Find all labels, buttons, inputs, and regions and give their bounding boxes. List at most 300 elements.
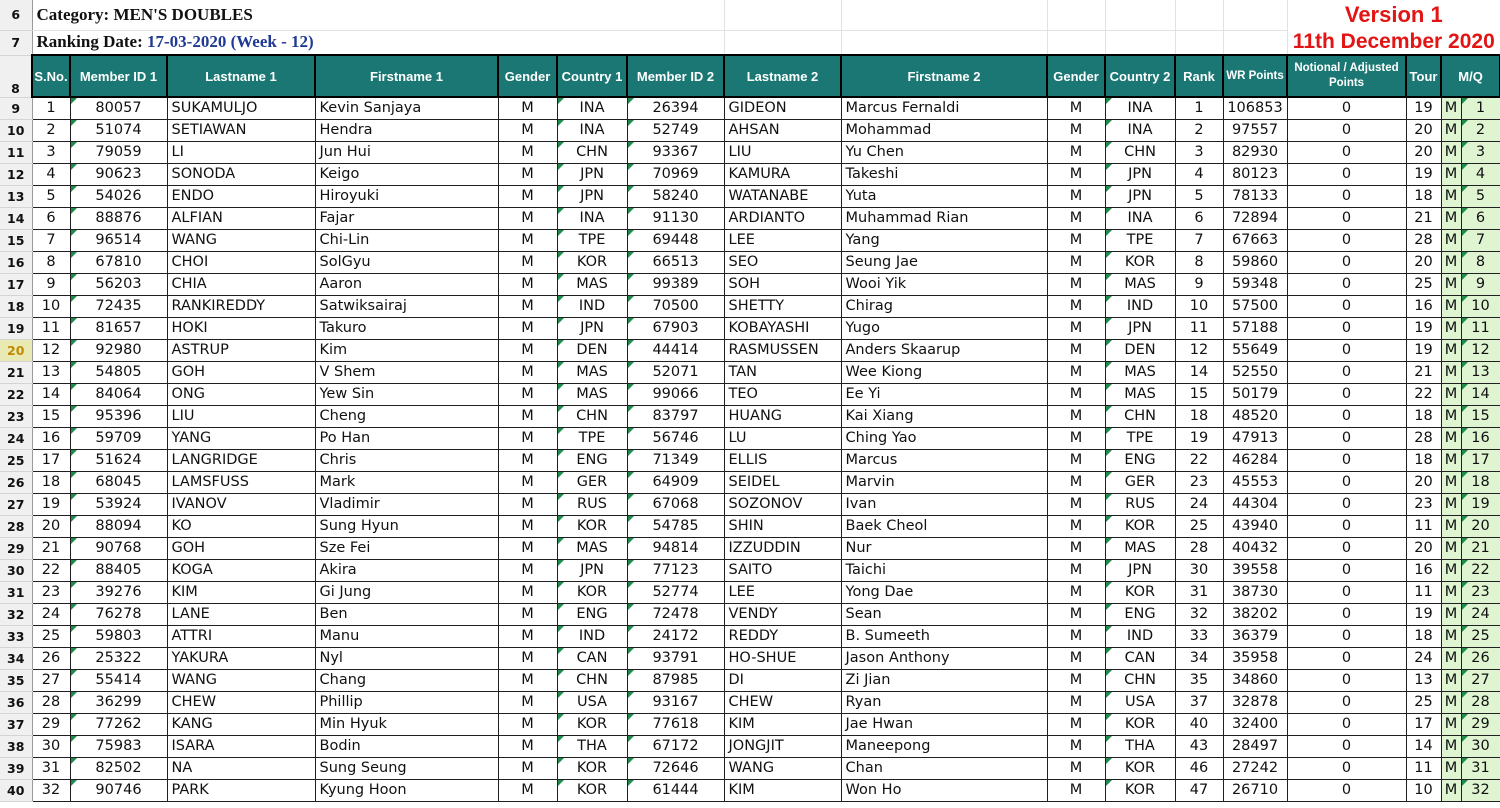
rank-cell[interactable]: 24 bbox=[1175, 494, 1223, 516]
member-id-2-cell[interactable]: 26394 bbox=[627, 97, 724, 120]
lastname-1-cell[interactable]: LI bbox=[167, 142, 315, 164]
member-id-1-cell[interactable]: 84064 bbox=[70, 384, 167, 406]
country-1-cell[interactable]: GER bbox=[557, 472, 627, 494]
row-header[interactable]: 33 bbox=[0, 626, 32, 648]
firstname-2-cell[interactable]: Zi Jian bbox=[841, 670, 1047, 692]
lastname-2-cell[interactable]: REDDY bbox=[724, 626, 841, 648]
country-1-cell[interactable]: KOR bbox=[557, 252, 627, 274]
sno-cell[interactable]: 6 bbox=[32, 208, 70, 230]
notional-points-cell[interactable]: 0 bbox=[1287, 670, 1406, 692]
firstname-2-cell[interactable]: Ching Yao bbox=[841, 428, 1047, 450]
mq-number-cell[interactable]: 15 bbox=[1461, 406, 1500, 428]
member-id-2-cell[interactable]: 91130 bbox=[627, 208, 724, 230]
lastname-1-cell[interactable]: LANGRIDGE bbox=[167, 450, 315, 472]
country-2-cell[interactable]: CAN bbox=[1105, 648, 1175, 670]
col-header-gender-1[interactable]: Gender bbox=[498, 55, 557, 97]
firstname-1-cell[interactable]: Po Han bbox=[315, 428, 498, 450]
firstname-1-cell[interactable]: Kevin Sanjaya bbox=[315, 97, 498, 120]
sno-cell[interactable]: 4 bbox=[32, 164, 70, 186]
sno-cell[interactable]: 23 bbox=[32, 582, 70, 604]
notional-points-cell[interactable]: 0 bbox=[1287, 340, 1406, 362]
firstname-2-cell[interactable]: Yong Dae bbox=[841, 582, 1047, 604]
lastname-1-cell[interactable]: ALFIAN bbox=[167, 208, 315, 230]
country-2-cell[interactable]: ENG bbox=[1105, 604, 1175, 626]
firstname-2-cell[interactable]: Wooi Yik bbox=[841, 274, 1047, 296]
row-header[interactable]: 7 bbox=[0, 30, 32, 55]
member-id-2-cell[interactable]: 72646 bbox=[627, 758, 724, 780]
lastname-1-cell[interactable]: SUKAMULJO bbox=[167, 97, 315, 120]
lastname-2-cell[interactable]: VENDY bbox=[724, 604, 841, 626]
row-header[interactable]: 25 bbox=[0, 450, 32, 472]
firstname-1-cell[interactable]: Bodin bbox=[315, 736, 498, 758]
notional-points-cell[interactable]: 0 bbox=[1287, 692, 1406, 714]
lastname-2-cell[interactable]: TAN bbox=[724, 362, 841, 384]
member-id-2-cell[interactable]: 94814 bbox=[627, 538, 724, 560]
tour-cell[interactable]: 11 bbox=[1406, 516, 1441, 538]
firstname-1-cell[interactable]: Takuro bbox=[315, 318, 498, 340]
firstname-2-cell[interactable]: Marvin bbox=[841, 472, 1047, 494]
firstname-2-cell[interactable]: Maneepong bbox=[841, 736, 1047, 758]
col-header-notional-points[interactable]: Notional / Adjusted Points bbox=[1287, 55, 1406, 97]
gender-1-cell[interactable]: M bbox=[498, 120, 557, 142]
lastname-1-cell[interactable]: IVANOV bbox=[167, 494, 315, 516]
rank-cell[interactable]: 32 bbox=[1175, 604, 1223, 626]
mq-number-cell[interactable]: 27 bbox=[1461, 670, 1500, 692]
country-2-cell[interactable]: MAS bbox=[1105, 384, 1175, 406]
gender-1-cell[interactable]: M bbox=[498, 362, 557, 384]
row-header[interactable]: 19 bbox=[0, 318, 32, 340]
firstname-2-cell[interactable]: Ryan bbox=[841, 692, 1047, 714]
sno-cell[interactable]: 15 bbox=[32, 406, 70, 428]
rank-cell[interactable]: 31 bbox=[1175, 582, 1223, 604]
row-header[interactable]: 6 bbox=[0, 0, 32, 30]
row-header[interactable]: 12 bbox=[0, 164, 32, 186]
col-header-wr-points[interactable]: WR Points bbox=[1223, 55, 1287, 97]
gender-2-cell[interactable]: M bbox=[1047, 758, 1105, 780]
row-header[interactable]: 8 bbox=[0, 55, 32, 97]
gender-1-cell[interactable]: M bbox=[498, 450, 557, 472]
row-header[interactable]: 39 bbox=[0, 758, 32, 780]
tour-cell[interactable]: 16 bbox=[1406, 296, 1441, 318]
notional-points-cell[interactable]: 0 bbox=[1287, 274, 1406, 296]
mq-cell[interactable]: M bbox=[1441, 670, 1461, 692]
mq-cell[interactable]: M bbox=[1441, 406, 1461, 428]
gender-1-cell[interactable]: M bbox=[498, 318, 557, 340]
notional-points-cell[interactable]: 0 bbox=[1287, 472, 1406, 494]
cell[interactable] bbox=[627, 30, 724, 55]
gender-2-cell[interactable]: M bbox=[1047, 626, 1105, 648]
gender-1-cell[interactable]: M bbox=[498, 494, 557, 516]
row-header[interactable]: 20 bbox=[0, 340, 32, 362]
gender-1-cell[interactable]: M bbox=[498, 274, 557, 296]
member-id-1-cell[interactable]: 77262 bbox=[70, 714, 167, 736]
country-2-cell[interactable]: CHN bbox=[1105, 670, 1175, 692]
notional-points-cell[interactable]: 0 bbox=[1287, 714, 1406, 736]
wr-points-cell[interactable]: 43940 bbox=[1223, 516, 1287, 538]
lastname-2-cell[interactable]: IZZUDDIN bbox=[724, 538, 841, 560]
wr-points-cell[interactable]: 82930 bbox=[1223, 142, 1287, 164]
col-header-sno[interactable]: S.No. bbox=[32, 55, 70, 97]
mq-cell[interactable]: M bbox=[1441, 604, 1461, 626]
row-header[interactable]: 24 bbox=[0, 428, 32, 450]
member-id-1-cell[interactable]: 56203 bbox=[70, 274, 167, 296]
firstname-2-cell[interactable]: Mohammad bbox=[841, 120, 1047, 142]
lastname-2-cell[interactable]: SEO bbox=[724, 252, 841, 274]
mq-number-cell[interactable]: 31 bbox=[1461, 758, 1500, 780]
rank-cell[interactable]: 15 bbox=[1175, 384, 1223, 406]
member-id-1-cell[interactable]: 51074 bbox=[70, 120, 167, 142]
mq-cell[interactable]: M bbox=[1441, 736, 1461, 758]
row-header[interactable]: 30 bbox=[0, 560, 32, 582]
wr-points-cell[interactable]: 36379 bbox=[1223, 626, 1287, 648]
gender-1-cell[interactable]: M bbox=[498, 714, 557, 736]
gender-1-cell[interactable]: M bbox=[498, 516, 557, 538]
tour-cell[interactable]: 16 bbox=[1406, 560, 1441, 582]
wr-points-cell[interactable]: 35958 bbox=[1223, 648, 1287, 670]
country-1-cell[interactable]: KOR bbox=[557, 582, 627, 604]
rank-cell[interactable]: 5 bbox=[1175, 186, 1223, 208]
country-2-cell[interactable]: IND bbox=[1105, 626, 1175, 648]
col-header-country-1[interactable]: Country 1 bbox=[557, 55, 627, 97]
member-id-1-cell[interactable]: 36299 bbox=[70, 692, 167, 714]
member-id-1-cell[interactable]: 75983 bbox=[70, 736, 167, 758]
firstname-1-cell[interactable]: SolGyu bbox=[315, 252, 498, 274]
member-id-1-cell[interactable]: 82502 bbox=[70, 758, 167, 780]
sno-cell[interactable]: 12 bbox=[32, 340, 70, 362]
firstname-2-cell[interactable]: Anders Skaarup bbox=[841, 340, 1047, 362]
row-header[interactable]: 14 bbox=[0, 208, 32, 230]
member-id-1-cell[interactable]: 92980 bbox=[70, 340, 167, 362]
mq-number-cell[interactable]: 3 bbox=[1461, 142, 1500, 164]
wr-points-cell[interactable]: 28497 bbox=[1223, 736, 1287, 758]
row-header[interactable]: 9 bbox=[0, 97, 32, 120]
tour-cell[interactable]: 14 bbox=[1406, 736, 1441, 758]
country-2-cell[interactable]: KOR bbox=[1105, 714, 1175, 736]
row-header[interactable]: 21 bbox=[0, 362, 32, 384]
country-1-cell[interactable]: ENG bbox=[557, 604, 627, 626]
gender-1-cell[interactable]: M bbox=[498, 736, 557, 758]
firstname-2-cell[interactable]: Yu Chen bbox=[841, 142, 1047, 164]
notional-points-cell[interactable]: 0 bbox=[1287, 296, 1406, 318]
country-1-cell[interactable]: IND bbox=[557, 296, 627, 318]
firstname-1-cell[interactable]: Chang bbox=[315, 670, 498, 692]
country-2-cell[interactable]: KOR bbox=[1105, 252, 1175, 274]
rank-cell[interactable]: 35 bbox=[1175, 670, 1223, 692]
tour-cell[interactable]: 19 bbox=[1406, 97, 1441, 120]
rank-cell[interactable]: 2 bbox=[1175, 120, 1223, 142]
rank-cell[interactable]: 8 bbox=[1175, 252, 1223, 274]
member-id-2-cell[interactable]: 54785 bbox=[627, 516, 724, 538]
lastname-1-cell[interactable]: CHOI bbox=[167, 252, 315, 274]
notional-points-cell[interactable]: 0 bbox=[1287, 384, 1406, 406]
wr-points-cell[interactable]: 32400 bbox=[1223, 714, 1287, 736]
firstname-2-cell[interactable]: Takeshi bbox=[841, 164, 1047, 186]
gender-2-cell[interactable]: M bbox=[1047, 164, 1105, 186]
sno-cell[interactable]: 17 bbox=[32, 450, 70, 472]
gender-1-cell[interactable]: M bbox=[498, 142, 557, 164]
notional-points-cell[interactable]: 0 bbox=[1287, 538, 1406, 560]
sno-cell[interactable]: 26 bbox=[32, 648, 70, 670]
mq-number-cell[interactable]: 9 bbox=[1461, 274, 1500, 296]
firstname-1-cell[interactable]: Sze Fei bbox=[315, 538, 498, 560]
member-id-2-cell[interactable]: 77123 bbox=[627, 560, 724, 582]
member-id-2-cell[interactable]: 77618 bbox=[627, 714, 724, 736]
gender-2-cell[interactable]: M bbox=[1047, 670, 1105, 692]
notional-points-cell[interactable]: 0 bbox=[1287, 186, 1406, 208]
country-2-cell[interactable]: JPN bbox=[1105, 164, 1175, 186]
cell[interactable] bbox=[1223, 0, 1287, 30]
member-id-2-cell[interactable]: 67172 bbox=[627, 736, 724, 758]
gender-1-cell[interactable]: M bbox=[498, 252, 557, 274]
mq-number-cell[interactable]: 29 bbox=[1461, 714, 1500, 736]
mq-cell[interactable]: M bbox=[1441, 252, 1461, 274]
cell[interactable] bbox=[1223, 30, 1287, 55]
country-1-cell[interactable]: INA bbox=[557, 97, 627, 120]
cell[interactable] bbox=[1175, 0, 1223, 30]
mq-number-cell[interactable]: 5 bbox=[1461, 186, 1500, 208]
country-2-cell[interactable]: CHN bbox=[1105, 406, 1175, 428]
member-id-2-cell[interactable]: 93791 bbox=[627, 648, 724, 670]
mq-cell[interactable]: M bbox=[1441, 384, 1461, 406]
member-id-1-cell[interactable]: 59803 bbox=[70, 626, 167, 648]
gender-1-cell[interactable]: M bbox=[498, 208, 557, 230]
wr-points-cell[interactable]: 39558 bbox=[1223, 560, 1287, 582]
col-header-firstname-1[interactable]: Firstname 1 bbox=[315, 55, 498, 97]
lastname-1-cell[interactable]: ISARA bbox=[167, 736, 315, 758]
row-header[interactable]: 13 bbox=[0, 186, 32, 208]
gender-2-cell[interactable]: M bbox=[1047, 230, 1105, 252]
mq-cell[interactable]: M bbox=[1441, 362, 1461, 384]
gender-2-cell[interactable]: M bbox=[1047, 472, 1105, 494]
country-2-cell[interactable]: CHN bbox=[1105, 142, 1175, 164]
mq-number-cell[interactable]: 14 bbox=[1461, 384, 1500, 406]
country-1-cell[interactable]: TPE bbox=[557, 230, 627, 252]
country-1-cell[interactable]: MAS bbox=[557, 274, 627, 296]
member-id-2-cell[interactable]: 70969 bbox=[627, 164, 724, 186]
tour-cell[interactable]: 18 bbox=[1406, 186, 1441, 208]
lastname-2-cell[interactable]: JONGJIT bbox=[724, 736, 841, 758]
notional-points-cell[interactable]: 0 bbox=[1287, 780, 1406, 802]
mq-number-cell[interactable]: 28 bbox=[1461, 692, 1500, 714]
sno-cell[interactable]: 11 bbox=[32, 318, 70, 340]
member-id-1-cell[interactable]: 67810 bbox=[70, 252, 167, 274]
tour-cell[interactable]: 25 bbox=[1406, 274, 1441, 296]
gender-2-cell[interactable]: M bbox=[1047, 582, 1105, 604]
lastname-2-cell[interactable]: SAITO bbox=[724, 560, 841, 582]
firstname-1-cell[interactable]: Chi-Lin bbox=[315, 230, 498, 252]
firstname-2-cell[interactable]: Sean bbox=[841, 604, 1047, 626]
sno-cell[interactable]: 29 bbox=[32, 714, 70, 736]
row-header[interactable]: 28 bbox=[0, 516, 32, 538]
col-header-member-id-1[interactable]: Member ID 1 bbox=[70, 55, 167, 97]
member-id-1-cell[interactable]: 88405 bbox=[70, 560, 167, 582]
cell[interactable] bbox=[1105, 0, 1175, 30]
notional-points-cell[interactable]: 0 bbox=[1287, 604, 1406, 626]
lastname-2-cell[interactable]: SHETTY bbox=[724, 296, 841, 318]
wr-points-cell[interactable]: 55649 bbox=[1223, 340, 1287, 362]
tour-cell[interactable]: 19 bbox=[1406, 164, 1441, 186]
gender-2-cell[interactable]: M bbox=[1047, 648, 1105, 670]
col-header-mq[interactable]: M/Q bbox=[1441, 55, 1500, 97]
gender-2-cell[interactable]: M bbox=[1047, 186, 1105, 208]
wr-points-cell[interactable]: 44304 bbox=[1223, 494, 1287, 516]
row-header[interactable]: 36 bbox=[0, 692, 32, 714]
member-id-2-cell[interactable]: 93167 bbox=[627, 692, 724, 714]
wr-points-cell[interactable]: 40432 bbox=[1223, 538, 1287, 560]
firstname-2-cell[interactable]: B. Sumeeth bbox=[841, 626, 1047, 648]
tour-cell[interactable]: 11 bbox=[1406, 582, 1441, 604]
col-header-country-2[interactable]: Country 2 bbox=[1105, 55, 1175, 97]
member-id-2-cell[interactable]: 83797 bbox=[627, 406, 724, 428]
member-id-1-cell[interactable]: 25322 bbox=[70, 648, 167, 670]
gender-1-cell[interactable]: M bbox=[498, 648, 557, 670]
notional-points-cell[interactable]: 0 bbox=[1287, 362, 1406, 384]
country-2-cell[interactable]: KOR bbox=[1105, 516, 1175, 538]
mq-number-cell[interactable]: 2 bbox=[1461, 120, 1500, 142]
row-header[interactable]: 23 bbox=[0, 406, 32, 428]
sno-cell[interactable]: 21 bbox=[32, 538, 70, 560]
gender-1-cell[interactable]: M bbox=[498, 670, 557, 692]
firstname-2-cell[interactable]: Chirag bbox=[841, 296, 1047, 318]
rank-cell[interactable]: 28 bbox=[1175, 538, 1223, 560]
sno-cell[interactable]: 30 bbox=[32, 736, 70, 758]
wr-points-cell[interactable]: 26710 bbox=[1223, 780, 1287, 802]
wr-points-cell[interactable]: 27242 bbox=[1223, 758, 1287, 780]
row-header[interactable]: 26 bbox=[0, 472, 32, 494]
lastname-2-cell[interactable]: LEE bbox=[724, 582, 841, 604]
tour-cell[interactable]: 19 bbox=[1406, 604, 1441, 626]
row-header[interactable]: 37 bbox=[0, 714, 32, 736]
lastname-1-cell[interactable]: NA bbox=[167, 758, 315, 780]
cell[interactable] bbox=[841, 30, 1047, 55]
gender-1-cell[interactable]: M bbox=[498, 692, 557, 714]
firstname-1-cell[interactable]: Sung Hyun bbox=[315, 516, 498, 538]
mq-number-cell[interactable]: 25 bbox=[1461, 626, 1500, 648]
gender-2-cell[interactable]: M bbox=[1047, 340, 1105, 362]
mq-number-cell[interactable]: 10 bbox=[1461, 296, 1500, 318]
lastname-1-cell[interactable]: GOH bbox=[167, 362, 315, 384]
gender-2-cell[interactable]: M bbox=[1047, 604, 1105, 626]
gender-2-cell[interactable]: M bbox=[1047, 780, 1105, 802]
member-id-2-cell[interactable]: 99066 bbox=[627, 384, 724, 406]
mq-cell[interactable]: M bbox=[1441, 758, 1461, 780]
wr-points-cell[interactable]: 45553 bbox=[1223, 472, 1287, 494]
tour-cell[interactable]: 18 bbox=[1406, 406, 1441, 428]
lastname-1-cell[interactable]: KANG bbox=[167, 714, 315, 736]
lastname-2-cell[interactable]: RASMUSSEN bbox=[724, 340, 841, 362]
firstname-2-cell[interactable]: Muhammad Rian bbox=[841, 208, 1047, 230]
col-header-lastname-2[interactable]: Lastname 2 bbox=[724, 55, 841, 97]
mq-number-cell[interactable]: 26 bbox=[1461, 648, 1500, 670]
lastname-2-cell[interactable]: HO-SHUE bbox=[724, 648, 841, 670]
gender-1-cell[interactable]: M bbox=[498, 428, 557, 450]
mq-number-cell[interactable]: 20 bbox=[1461, 516, 1500, 538]
country-2-cell[interactable]: GER bbox=[1105, 472, 1175, 494]
notional-points-cell[interactable]: 0 bbox=[1287, 648, 1406, 670]
sno-cell[interactable]: 2 bbox=[32, 120, 70, 142]
firstname-2-cell[interactable]: Wee Kiong bbox=[841, 362, 1047, 384]
country-1-cell[interactable]: JPN bbox=[557, 560, 627, 582]
sno-cell[interactable]: 31 bbox=[32, 758, 70, 780]
rank-cell[interactable]: 23 bbox=[1175, 472, 1223, 494]
notional-points-cell[interactable]: 0 bbox=[1287, 142, 1406, 164]
lastname-1-cell[interactable]: YAKURA bbox=[167, 648, 315, 670]
firstname-2-cell[interactable]: Yugo bbox=[841, 318, 1047, 340]
lastname-2-cell[interactable]: CHEW bbox=[724, 692, 841, 714]
rank-cell[interactable]: 40 bbox=[1175, 714, 1223, 736]
row-header[interactable]: 15 bbox=[0, 230, 32, 252]
rank-cell[interactable]: 30 bbox=[1175, 560, 1223, 582]
mq-number-cell[interactable]: 11 bbox=[1461, 318, 1500, 340]
mq-cell[interactable]: M bbox=[1441, 428, 1461, 450]
mq-number-cell[interactable]: 6 bbox=[1461, 208, 1500, 230]
lastname-2-cell[interactable]: WATANABE bbox=[724, 186, 841, 208]
tour-cell[interactable]: 20 bbox=[1406, 538, 1441, 560]
firstname-2-cell[interactable]: Yuta bbox=[841, 186, 1047, 208]
firstname-2-cell[interactable]: Nur bbox=[841, 538, 1047, 560]
country-2-cell[interactable]: MAS bbox=[1105, 362, 1175, 384]
row-header[interactable]: 29 bbox=[0, 538, 32, 560]
sno-cell[interactable]: 18 bbox=[32, 472, 70, 494]
lastname-1-cell[interactable]: KIM bbox=[167, 582, 315, 604]
row-header[interactable]: 10 bbox=[0, 120, 32, 142]
gender-2-cell[interactable]: M bbox=[1047, 252, 1105, 274]
firstname-2-cell[interactable]: Jae Hwan bbox=[841, 714, 1047, 736]
rank-cell[interactable]: 46 bbox=[1175, 758, 1223, 780]
notional-points-cell[interactable]: 0 bbox=[1287, 230, 1406, 252]
tour-cell[interactable]: 20 bbox=[1406, 252, 1441, 274]
member-id-2-cell[interactable]: 67068 bbox=[627, 494, 724, 516]
member-id-2-cell[interactable]: 66513 bbox=[627, 252, 724, 274]
notional-points-cell[interactable]: 0 bbox=[1287, 494, 1406, 516]
rank-cell[interactable]: 9 bbox=[1175, 274, 1223, 296]
firstname-1-cell[interactable]: Sung Seung bbox=[315, 758, 498, 780]
rank-cell[interactable]: 22 bbox=[1175, 450, 1223, 472]
lastname-1-cell[interactable]: LANE bbox=[167, 604, 315, 626]
member-id-1-cell[interactable]: 90623 bbox=[70, 164, 167, 186]
firstname-1-cell[interactable]: Ben bbox=[315, 604, 498, 626]
wr-points-cell[interactable]: 106853 bbox=[1223, 97, 1287, 120]
lastname-1-cell[interactable]: HOKI bbox=[167, 318, 315, 340]
rank-cell[interactable]: 3 bbox=[1175, 142, 1223, 164]
sno-cell[interactable]: 27 bbox=[32, 670, 70, 692]
country-1-cell[interactable]: USA bbox=[557, 692, 627, 714]
rank-cell[interactable]: 34 bbox=[1175, 648, 1223, 670]
country-1-cell[interactable]: JPN bbox=[557, 318, 627, 340]
wr-points-cell[interactable]: 59348 bbox=[1223, 274, 1287, 296]
firstname-1-cell[interactable]: Nyl bbox=[315, 648, 498, 670]
firstname-1-cell[interactable]: Min Hyuk bbox=[315, 714, 498, 736]
member-id-1-cell[interactable]: 51624 bbox=[70, 450, 167, 472]
country-2-cell[interactable]: INA bbox=[1105, 208, 1175, 230]
tour-cell[interactable]: 24 bbox=[1406, 648, 1441, 670]
mq-number-cell[interactable]: 17 bbox=[1461, 450, 1500, 472]
tour-cell[interactable]: 19 bbox=[1406, 318, 1441, 340]
gender-2-cell[interactable]: M bbox=[1047, 516, 1105, 538]
tour-cell[interactable]: 21 bbox=[1406, 208, 1441, 230]
member-id-1-cell[interactable]: 81657 bbox=[70, 318, 167, 340]
notional-points-cell[interactable]: 0 bbox=[1287, 626, 1406, 648]
cell[interactable] bbox=[1047, 30, 1105, 55]
cell[interactable] bbox=[627, 0, 724, 30]
country-2-cell[interactable]: KOR bbox=[1105, 582, 1175, 604]
member-id-2-cell[interactable]: 56746 bbox=[627, 428, 724, 450]
gender-1-cell[interactable]: M bbox=[498, 472, 557, 494]
firstname-1-cell[interactable]: Akira bbox=[315, 560, 498, 582]
country-1-cell[interactable]: DEN bbox=[557, 340, 627, 362]
lastname-2-cell[interactable]: SOH bbox=[724, 274, 841, 296]
wr-points-cell[interactable]: 32878 bbox=[1223, 692, 1287, 714]
